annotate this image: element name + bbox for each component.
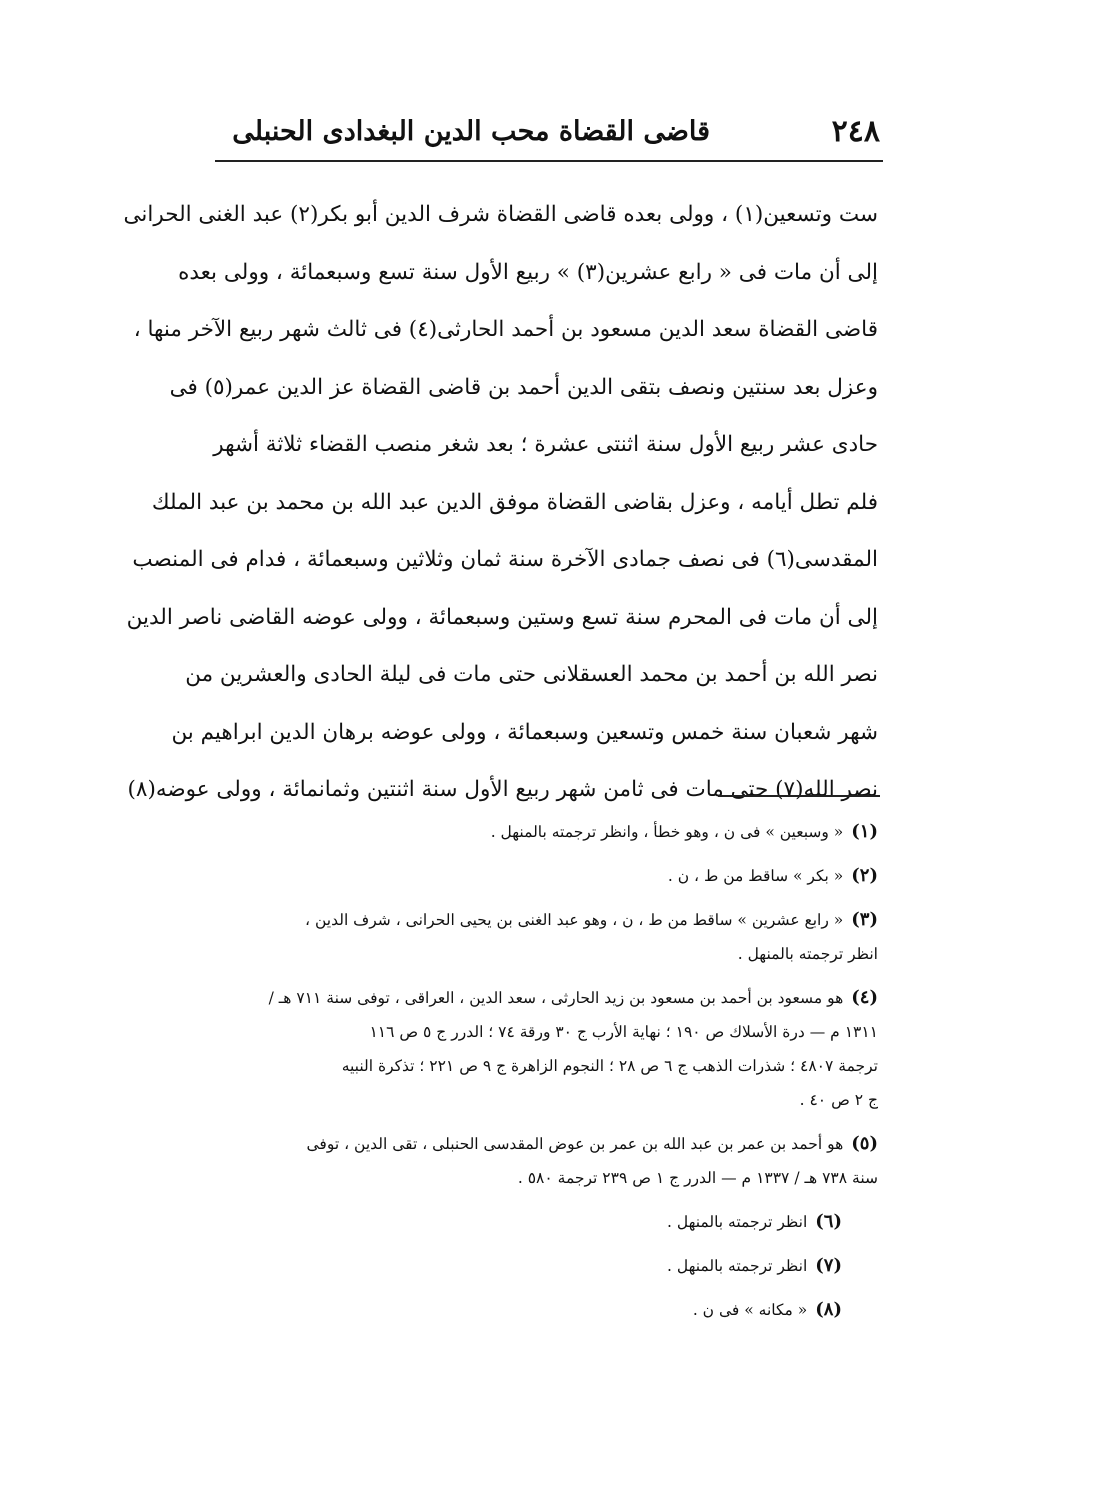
footnote-text: انظر ترجمته بالمنهل .: [666, 1257, 808, 1275]
footnote-text: ترجمة ٤٨٠٧ ؛ شذرات الذهب ج ٦ ص ٢٨ ؛ النجوم الزاهرة ج ٩ ص ٢٢١ ؛ تذكرة النبيه: [341, 1057, 878, 1075]
text-line: ست وتسعين(١) ، وولى بعده قاضى القضاة شرف الدين أبو بكر(٢) عبد الغنى الحرانى: [123, 202, 878, 227]
footnote-7: [222, 1249, 842, 1283]
footnote-6: [222, 1205, 842, 1239]
text-line: قاضى القضاة سعد الدين مسعود بن أحمد الحارثى(٤) فى ثالث شهر ربيع الآخر منها ،: [133, 317, 878, 342]
footnote-text: ١٣١١ م — درة الأسلاك ص ١٩٠ ؛ نهاية الأرب ج ٣٠ ورقة ٧٤ ؛ الدرر ج ٥ ص ١١٦: [369, 1023, 878, 1041]
text-line: فلم تطل أيامه ، وعزل بقاضى القضاة موفق الدين عبد الله بن محمد بن عبد الملك: [151, 489, 878, 515]
footnote-number: (٧): [815, 1255, 842, 1276]
footnote-5: [222, 1127, 878, 1195]
page-number: ٢٤٨: [831, 114, 880, 149]
footnote-number: (١): [851, 821, 878, 842]
text-line: نصر الله بن أحمد بن محمد العسقلانى حتى مات فى ليلة الحادى والعشرين من: [185, 662, 878, 687]
footnote-rule: [718, 795, 880, 797]
footnote-number: (٤): [851, 987, 878, 1008]
page-header: [220, 110, 880, 158]
footnote-text: « بكر » ساقط من ط ، ن .: [667, 867, 844, 885]
text-line: شهر شعبان سنة خمس وتسعين وسبعمائة ، وولى عوضه برهان الدين ابراهيم بن: [171, 719, 878, 745]
footnote-8: [222, 1293, 842, 1327]
footnotes: [222, 815, 878, 1337]
footnote-number: (٥): [851, 1133, 878, 1154]
text-line: إلى أن مات فى « رابع عشرين(٣) » ربيع الأول سنة تسع وسبعمائة ، وولى بعده: [178, 259, 878, 285]
footnote-text: ج ٢ ص ٤٠ .: [799, 1091, 878, 1109]
footnote-4: [222, 981, 878, 1117]
running-title: قاضى القضاة محب الدين البغدادى الحنبلى: [232, 116, 710, 147]
footnote-text: انظر ترجمته بالمنهل .: [666, 1213, 808, 1231]
footnote-text: هو أحمد بن عمر بن عبد الله بن عمر بن عوض المقدسى الحنبلى ، تقى الدين ، توفى: [306, 1135, 844, 1153]
text-line: وعزل بعد سنتين ونصف بتقى الدين أحمد بن قاضى القضاة عز الدين عمر(٥) فى: [169, 374, 878, 400]
footnote-text: انظر ترجمته بالمنهل .: [737, 945, 878, 963]
footnote-text: سنة ٧٣٨ هـ / ١٣٣٧ م — الدرر ج ١ ص ٢٣٩ ترجمة ٥٨٠ .: [517, 1169, 878, 1187]
text-line: إلى أن مات فى المحرم سنة تسع وستين وسبعمائة ، وولى عوضه القاضى ناصر الدين: [126, 604, 878, 630]
footnote-text: هو مسعود بن أحمد بن مسعود بن زيد الحارثى ، سعد الدين ، العراقى ، توفى سنة ٧١١ هـ /: [268, 989, 844, 1007]
footnote-2: [222, 859, 878, 893]
footnote-3: [222, 903, 878, 971]
main-text: [123, 186, 878, 819]
footnote-number: (٢): [851, 865, 878, 886]
text-line: نصر الله(٧) حتى مات فى ثامن شهر ربيع الأول سنة اثنتين وثمانمائة ، وولى عوضه(٨): [127, 777, 878, 802]
header-rule: [215, 160, 883, 162]
footnote-number: (٣): [851, 909, 878, 930]
footnote-text: « وسبعين » فى ن ، وهو خطأ ، وانظر ترجمته بالمنهل .: [490, 823, 844, 841]
footnote-text: « مكانه » فى ن .: [692, 1301, 808, 1319]
text-line: حادى عشر ربيع الأول سنة اثنتى عشرة ؛ بعد شغر منصب القضاء ثلاثة أشهر: [213, 432, 878, 457]
text-line: المقدسى(٦) فى نصف جمادى الآخرة سنة ثمان وثلاثين وسبعمائة ، فدام فى المنصب: [132, 547, 878, 572]
footnote-number: (٦): [815, 1211, 842, 1232]
footnote-text: « رابع عشرين » ساقط من ط ، ن ، وهو عبد الغنى بن يحيى الحرانى ، شرف الدين ،: [305, 911, 844, 929]
footnote-number: (٨): [815, 1299, 842, 1320]
footnote-1: [222, 815, 878, 849]
